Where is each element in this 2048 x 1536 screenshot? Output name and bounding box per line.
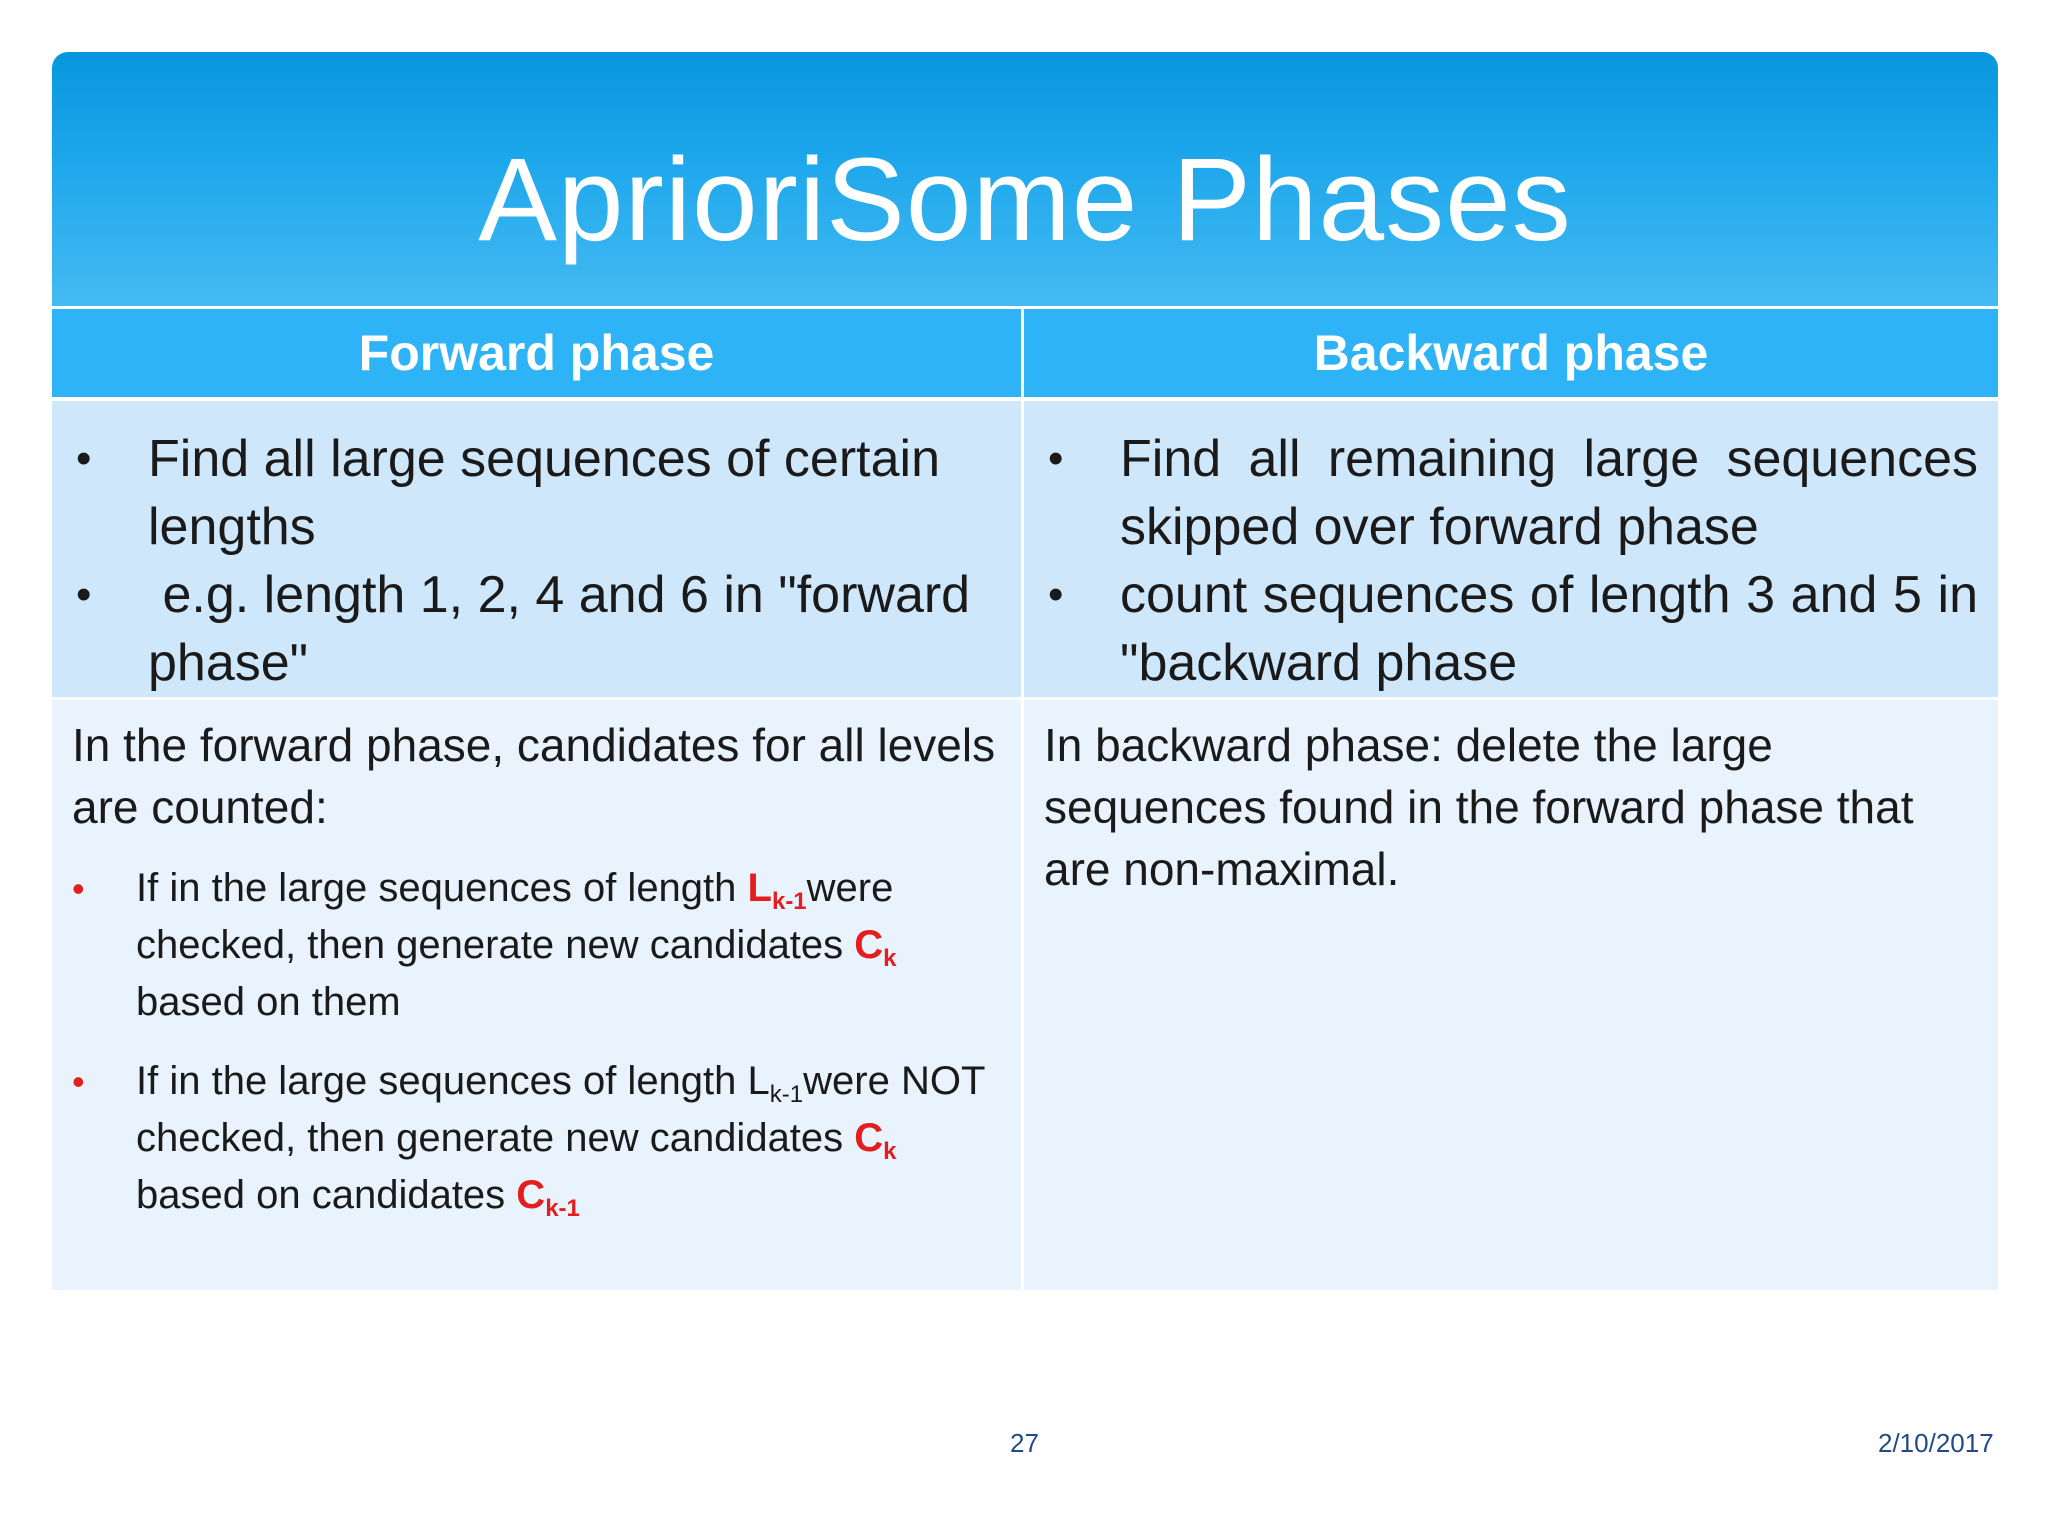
header-backward-phase: Backward phase [1024, 309, 1998, 397]
item-text: were checked, then generate new candidates [136, 866, 894, 967]
symbol-l: L [747, 1059, 770, 1103]
slide-date: 2/10/2017 [1878, 1428, 1994, 1458]
forward-bullets-cell [52, 401, 1024, 697]
forward-details-cell [52, 700, 1024, 1290]
backward-description: In backward phase: delete the large sequences found in the forward phase that are non-maximal. [1044, 719, 1914, 895]
backward-bullet-list [1042, 425, 1978, 697]
forward-sub-list [72, 860, 1001, 1224]
table-row-bullets [52, 401, 1998, 700]
list-item [72, 1053, 1001, 1224]
list-item [70, 561, 1001, 697]
list-item [1042, 425, 1978, 561]
bullet-icon: • [76, 434, 92, 483]
phases-table [52, 306, 1998, 1290]
symbol-c: C [516, 1173, 546, 1217]
subscript: k-1 [769, 1081, 804, 1108]
subscript: k [883, 1138, 897, 1165]
item-text: If in the large sequences of length [136, 866, 748, 910]
bullet-text: e.g. length 1, 2, 4 and 6 in "forward phase" [148, 566, 985, 692]
bullet-icon: • [1048, 570, 1064, 619]
item-text: were NOT checked, then generate new candidates [136, 1059, 985, 1160]
backward-bullets-cell [1024, 401, 1998, 697]
red-bullet-icon: • [72, 1061, 85, 1102]
page-number: 27 [1010, 1428, 1039, 1458]
list-item [70, 425, 1001, 561]
bullet-text: count sequences of length 3 and 5 in "backward phase [1120, 566, 1978, 692]
forward-intro: In the forward phase, candidates for all levels are counted: [72, 719, 996, 833]
backward-details-cell [1024, 700, 1998, 1290]
table-header-row [52, 306, 1998, 401]
bullet-icon: • [1048, 434, 1064, 483]
bullet-text: Find all large sequences of certain lengths [148, 430, 941, 556]
item-text: based on them [136, 980, 401, 1024]
bullet-icon: • [76, 570, 92, 619]
slide-title: AprioriSome Phases [478, 134, 1572, 266]
subscript: k-1 [771, 888, 807, 915]
list-item [1042, 561, 1978, 697]
title-banner [52, 52, 1998, 306]
symbol-c: C [854, 923, 884, 967]
subscript: k-1 [545, 1195, 580, 1222]
symbol-c: C [854, 1116, 884, 1160]
symbol-l: L [747, 866, 772, 910]
list-item [72, 860, 1001, 1031]
table-row-details [52, 700, 1998, 1290]
forward-bullet-list [70, 425, 1001, 697]
red-bullet-icon: • [72, 868, 85, 909]
bullet-text: Find all remaining large sequences skipped over forward phase [1120, 430, 1978, 556]
item-text: based on candidates [136, 1173, 517, 1217]
subscript: k [883, 945, 897, 972]
item-text: If in the large sequences of length [136, 1059, 748, 1103]
header-forward-phase: Forward phase [52, 309, 1024, 397]
